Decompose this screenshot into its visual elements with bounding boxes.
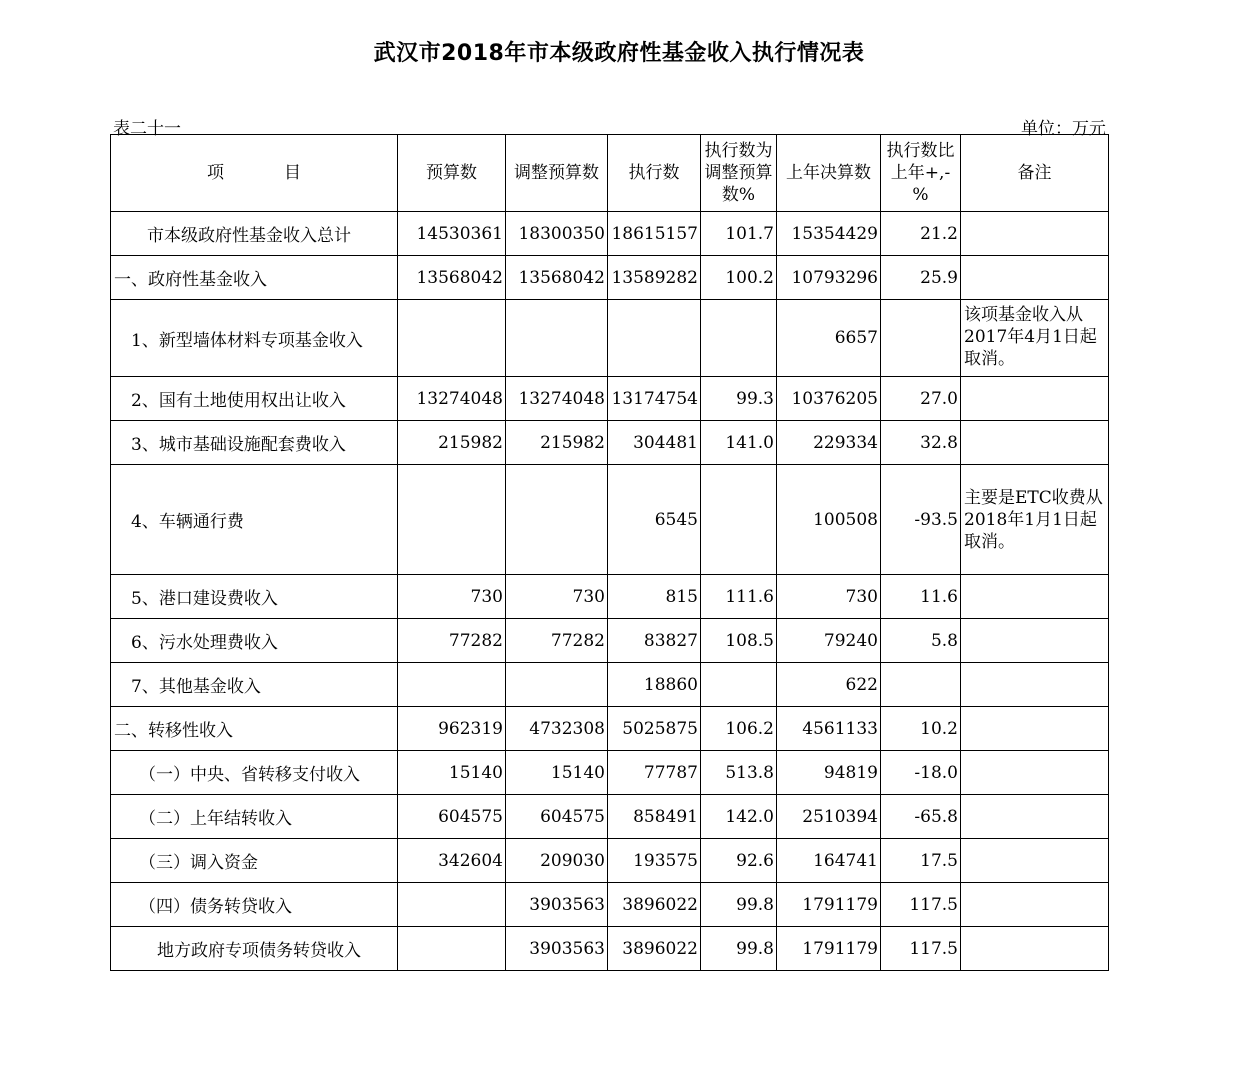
- page-title: 武汉市2018年市本级政府性基金收入执行情况表: [373, 41, 865, 66]
- cell-last-year: 164741: [777, 839, 881, 883]
- unit-label: 单位：万元: [1021, 119, 1106, 139]
- cell-adjusted: 77282: [506, 619, 608, 663]
- table-row: [111, 256, 1109, 300]
- cell-change: 10.2: [881, 707, 961, 751]
- cell-last-year: 2510394: [777, 795, 881, 839]
- cell-execution: 13174754: [608, 377, 701, 421]
- cell-budget: 962319: [398, 707, 506, 751]
- cell-remark: [961, 575, 1109, 619]
- cell-execution: 18860: [608, 663, 701, 707]
- row-item: 二、转移性收入: [111, 707, 398, 751]
- header-remark: 备注: [961, 135, 1109, 212]
- cell-pct: 111.6: [701, 575, 777, 619]
- cell-remark: [961, 839, 1109, 883]
- row-item: 3、城市基础设施配套费收入: [111, 421, 398, 465]
- cell-budget: [398, 300, 506, 377]
- cell-budget: 215982: [398, 421, 506, 465]
- row-item: 5、港口建设费收入: [111, 575, 398, 619]
- cell-execution: 77787: [608, 751, 701, 795]
- header-execution: 执行数: [608, 135, 701, 212]
- cell-change: -93.5: [881, 465, 961, 575]
- cell-budget: 14530361: [398, 212, 506, 256]
- header-last-year-final: 上年决算数: [777, 135, 881, 212]
- table-row: [111, 619, 1109, 663]
- cell-budget: [398, 883, 506, 927]
- cell-remark: [961, 619, 1109, 663]
- cell-budget: 604575: [398, 795, 506, 839]
- cell-last-year: 10376205: [777, 377, 881, 421]
- table-row: [111, 839, 1109, 883]
- cell-change: [881, 300, 961, 377]
- cell-change: [881, 663, 961, 707]
- cell-remark: [961, 377, 1109, 421]
- cell-adjusted: 604575: [506, 795, 608, 839]
- cell-execution: 3896022: [608, 883, 701, 927]
- cell-adjusted: 3903563: [506, 883, 608, 927]
- cell-adjusted: 4732308: [506, 707, 608, 751]
- row-item: 6、污水处理费收入: [111, 619, 398, 663]
- cell-change: 17.5: [881, 839, 961, 883]
- cell-adjusted: 18300350: [506, 212, 608, 256]
- header-adjusted-budget: 调整预算数: [506, 135, 608, 212]
- cell-pct: 99.8: [701, 927, 777, 971]
- table-row: [111, 751, 1109, 795]
- cell-adjusted: [506, 663, 608, 707]
- cell-remark: [961, 707, 1109, 751]
- table-row: [111, 795, 1109, 839]
- cell-execution: 5025875: [608, 707, 701, 751]
- row-item: 7、其他基金收入: [111, 663, 398, 707]
- cell-budget: 15140: [398, 751, 506, 795]
- cell-remark: [961, 421, 1109, 465]
- table-row: [111, 883, 1109, 927]
- table-row: [111, 377, 1109, 421]
- cell-last-year: 730: [777, 575, 881, 619]
- cell-budget: 13568042: [398, 256, 506, 300]
- cell-remark: 主要是ETC收费从2018年1月1日起取消。: [961, 465, 1109, 575]
- cell-change: 21.2: [881, 212, 961, 256]
- cell-execution: 6545: [608, 465, 701, 575]
- revenue-table: [110, 134, 1109, 971]
- cell-remark: [961, 795, 1109, 839]
- header-exec-vs-last-year: 执行数比上年+,-%: [881, 135, 961, 212]
- cell-budget: [398, 663, 506, 707]
- cell-execution: 18615157: [608, 212, 701, 256]
- header-budget: 预算数: [398, 135, 506, 212]
- cell-adjusted: [506, 300, 608, 377]
- cell-execution: 858491: [608, 795, 701, 839]
- cell-budget: 13274048: [398, 377, 506, 421]
- cell-pct: 142.0: [701, 795, 777, 839]
- cell-last-year: 1791179: [777, 927, 881, 971]
- cell-execution: 83827: [608, 619, 701, 663]
- table-row: [111, 927, 1109, 971]
- cell-last-year: 100508: [777, 465, 881, 575]
- row-item: 一、政府性基金收入: [111, 256, 398, 300]
- cell-pct: 141.0: [701, 421, 777, 465]
- cell-change: -65.8: [881, 795, 961, 839]
- cell-budget: 730: [398, 575, 506, 619]
- table-row: [111, 300, 1109, 377]
- cell-execution: 3896022: [608, 927, 701, 971]
- cell-remark: [961, 751, 1109, 795]
- row-item: （二）上年结转收入: [111, 795, 398, 839]
- cell-execution: 193575: [608, 839, 701, 883]
- row-item: 4、车辆通行费: [111, 465, 398, 575]
- cell-adjusted: 215982: [506, 421, 608, 465]
- cell-change: 117.5: [881, 883, 961, 927]
- table-row: [111, 421, 1109, 465]
- cell-last-year: 229334: [777, 421, 881, 465]
- cell-adjusted: 15140: [506, 751, 608, 795]
- cell-change: 11.6: [881, 575, 961, 619]
- cell-remark: [961, 663, 1109, 707]
- cell-budget: 342604: [398, 839, 506, 883]
- cell-last-year: 622: [777, 663, 881, 707]
- cell-change: -18.0: [881, 751, 961, 795]
- cell-change: 27.0: [881, 377, 961, 421]
- cell-change: 5.8: [881, 619, 961, 663]
- cell-pct: 108.5: [701, 619, 777, 663]
- cell-pct: 101.7: [701, 212, 777, 256]
- cell-pct: 99.8: [701, 883, 777, 927]
- cell-change: 32.8: [881, 421, 961, 465]
- cell-change: 117.5: [881, 927, 961, 971]
- table-row: [111, 465, 1109, 575]
- row-item: 市本级政府性基金收入总计: [111, 212, 398, 256]
- cell-adjusted: 3903563: [506, 927, 608, 971]
- cell-last-year: 10793296: [777, 256, 881, 300]
- cell-last-year: 94819: [777, 751, 881, 795]
- row-item: （四）债务转贷收入: [111, 883, 398, 927]
- row-item: （一）中央、省转移支付收入: [111, 751, 398, 795]
- header-row: [111, 135, 1109, 212]
- row-item: 1、新型墙体材料专项基金收入: [111, 300, 398, 377]
- cell-pct: [701, 465, 777, 575]
- cell-last-year: 4561133: [777, 707, 881, 751]
- cell-execution: 13589282: [608, 256, 701, 300]
- table-row: [111, 663, 1109, 707]
- cell-last-year: 6657: [777, 300, 881, 377]
- cell-remark: [961, 883, 1109, 927]
- cell-adjusted: 13274048: [506, 377, 608, 421]
- cell-remark: [961, 212, 1109, 256]
- cell-pct: [701, 300, 777, 377]
- row-item: 地方政府专项债务转贷收入: [111, 927, 398, 971]
- cell-remark: [961, 256, 1109, 300]
- cell-pct: 106.2: [701, 707, 777, 751]
- cell-pct: 92.6: [701, 839, 777, 883]
- row-item: （三）调入资金: [111, 839, 398, 883]
- cell-adjusted: 209030: [506, 839, 608, 883]
- row-item: 2、国有土地使用权出让收入: [111, 377, 398, 421]
- cell-pct: 99.3: [701, 377, 777, 421]
- cell-remark: [961, 927, 1109, 971]
- table-number-label: 表二十一: [113, 119, 181, 139]
- cell-last-year: 1791179: [777, 883, 881, 927]
- cell-budget: [398, 927, 506, 971]
- table-row: [111, 212, 1109, 256]
- cell-execution: [608, 300, 701, 377]
- cell-pct: 513.8: [701, 751, 777, 795]
- cell-change: 25.9: [881, 256, 961, 300]
- cell-adjusted: 13568042: [506, 256, 608, 300]
- table-row: [111, 575, 1109, 619]
- cell-budget: 77282: [398, 619, 506, 663]
- table-row: [111, 707, 1109, 751]
- cell-execution: 815: [608, 575, 701, 619]
- cell-adjusted: 730: [506, 575, 608, 619]
- cell-last-year: 15354429: [777, 212, 881, 256]
- cell-budget: [398, 465, 506, 575]
- cell-pct: [701, 663, 777, 707]
- header-exec-pct-adjusted: 执行数为调整预算数%: [701, 135, 777, 212]
- cell-remark: 该项基金收入从2017年4月1日起取消。: [961, 300, 1109, 377]
- cell-last-year: 79240: [777, 619, 881, 663]
- header-item: 项 目: [111, 135, 398, 212]
- cell-execution: 304481: [608, 421, 701, 465]
- cell-pct: 100.2: [701, 256, 777, 300]
- cell-adjusted: [506, 465, 608, 575]
